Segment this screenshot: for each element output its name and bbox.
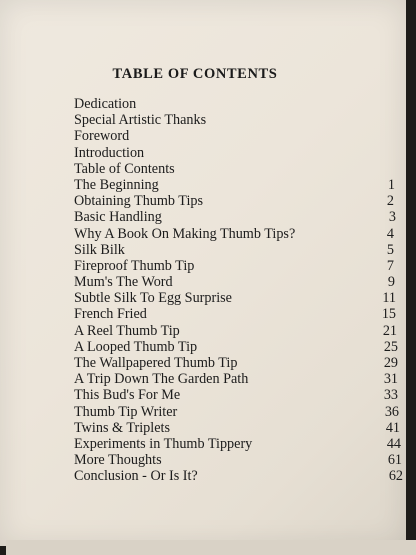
toc-entry-title: Basic Handling (74, 209, 162, 226)
toc-entry (74, 274, 394, 290)
toc-entry-page-number: 15 (381, 306, 396, 323)
toc-entry (74, 161, 394, 177)
table-of-contents (74, 96, 403, 485)
toc-entry (74, 452, 402, 469)
toc-entry-title: Conclusion - Or Is It? (74, 468, 198, 485)
toc-entry (74, 145, 394, 161)
toc-entry (74, 193, 394, 209)
toc-entry (74, 306, 394, 322)
toc-entry-title: This Bud's For Me (74, 387, 181, 404)
toc-entry (74, 209, 394, 225)
toc-entry (74, 435, 401, 452)
toc-entry-page-number: 4 (386, 225, 394, 242)
toc-entry-title: Mum's The Word (74, 274, 173, 291)
toc-entry-title: Introduction (74, 144, 145, 161)
toc-entry-page-number: 7 (386, 257, 394, 274)
toc-entry (74, 112, 394, 128)
toc-entry-title: A Reel Thumb Tip (74, 322, 180, 339)
toc-entry-page-number: 5 (386, 241, 394, 258)
toc-entry (74, 387, 398, 404)
toc-entry-title: More Thoughts (74, 452, 162, 469)
toc-entry-title: Subtle Silk To Egg Surprise (74, 290, 232, 307)
toc-entry (74, 177, 394, 193)
toc-entry (74, 419, 400, 436)
toc-entry-page-number: 61 (387, 452, 402, 469)
toc-entry (74, 290, 394, 306)
toc-entry-title: Table of Contents (74, 160, 175, 177)
toc-entry-title: The Wallpapered Thumb Tip (74, 355, 238, 371)
toc-entry-page-number: 41 (385, 419, 400, 436)
toc-entry-title: Thumb Tip Writer (74, 403, 178, 420)
toc-entry-page-number: 1 (387, 176, 395, 193)
toc-entry (74, 242, 394, 258)
toc-entry-title: Twins & Triplets (74, 419, 170, 436)
toc-entry-page-number: 9 (387, 274, 395, 291)
toc-entry-page-number: 11 (382, 290, 396, 307)
toc-entry-page-number: 21 (382, 322, 397, 339)
toc-entry-title: Why A Book On Making Thumb Tips? (74, 225, 296, 242)
toc-entry-title: The Beginning (74, 176, 159, 193)
toc-entry-title: Experiments in Thumb Tippery (74, 435, 253, 452)
toc-entry-page-number: 3 (388, 209, 396, 226)
toc-entry-page-number: 33 (383, 387, 398, 404)
toc-entry-title: A Looped Thumb Tip (74, 338, 198, 355)
toc-entry-title: Special Artistic Thanks (74, 112, 207, 129)
toc-entry-title: Foreword (74, 128, 130, 145)
toc-entry-page-number: 62 (388, 468, 403, 485)
toc-entry-title: Dedication (74, 96, 137, 112)
toc-entry-title: Fireproof Thumb Tip (74, 257, 195, 274)
toc-entry-page-number: 25 (383, 338, 398, 355)
toc-entry (74, 322, 397, 339)
page-title: TABLE OF CONTENTS (112, 66, 278, 82)
toc-entry (74, 468, 403, 485)
toc-entry (74, 355, 398, 371)
page-edge (6, 540, 416, 555)
toc-entry-page-number: 29 (383, 355, 398, 371)
toc-entry (74, 258, 394, 274)
toc-entry (74, 403, 399, 420)
toc-entry-page-number: 36 (384, 403, 399, 420)
toc-entry-page-number: 31 (383, 371, 398, 388)
toc-entry (74, 128, 394, 144)
toc-entry (74, 338, 398, 355)
toc-entry (74, 371, 398, 388)
toc-entry (74, 226, 394, 242)
toc-entry-page-number: 2 (386, 193, 394, 210)
toc-entry (74, 96, 394, 112)
toc-entry-title: Obtaining Thumb Tips (74, 193, 204, 210)
toc-entry-title: Silk Bilk (74, 241, 125, 258)
toc-entry-page-number: 44 (386, 435, 401, 452)
toc-entry-title: French Fried (74, 306, 147, 323)
toc-entry-title: A Trip Down The Garden Path (74, 371, 249, 388)
